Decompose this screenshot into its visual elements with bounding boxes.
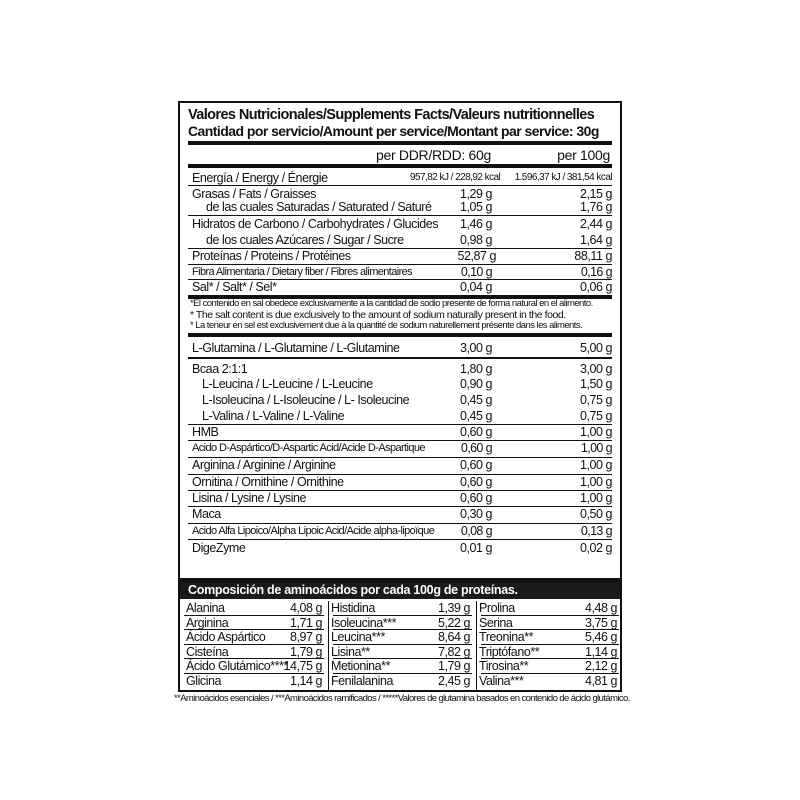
nutrient-rdd: 1,46 g <box>459 217 492 231</box>
supplement-row <box>188 441 612 455</box>
supplement-rdd: 0,30 g <box>459 507 492 521</box>
amino-name: Ácido Aspártico <box>186 630 266 644</box>
note-en: * The salt content is due exclusively to the amount of sodium naturally present in the food. <box>190 308 566 321</box>
supplement-rdd: 0,01 g <box>459 541 492 555</box>
amino-value: 4,81 g <box>584 673 617 688</box>
amino-row <box>180 645 326 660</box>
nutrient-per100: 88,11 g <box>574 249 612 263</box>
supplement-row <box>188 341 612 355</box>
amino-name: Ácido Glutámico**** <box>186 659 288 673</box>
supplement-label: Ornitina / Ornithine / Ornithine <box>192 475 344 489</box>
amino-name: Arginina <box>186 615 229 630</box>
amino-row <box>329 630 474 645</box>
supplement-per100: 5,00 g <box>579 341 612 355</box>
supplement-row <box>188 362 612 376</box>
supplement-label: Lisina / Lysine / Lysine <box>192 491 307 505</box>
supplement-rdd: 0,60 g <box>459 491 492 505</box>
supplement-label: Arginina / Arginine / Arginine <box>192 458 336 472</box>
amino-row <box>180 616 326 631</box>
supplement-rdd: 0,60 g <box>460 441 492 455</box>
note-fr: * La teneur en sel est exclusivement due à la quantité de sodium naturellement présente dans les aliments. <box>190 319 583 331</box>
amino-name: Triptófano** <box>479 644 540 659</box>
amino-value: 1,71 g <box>289 615 322 630</box>
supplement-rdd: 1,80 g <box>459 362 492 376</box>
supplement-rdd: 0,45 g <box>459 409 492 423</box>
nutrient-row <box>188 233 612 247</box>
amino-value: 8,64 g <box>437 630 470 644</box>
amino-row <box>180 601 326 616</box>
amino-footnote: **Aminoácidos esenciales / ***Aminoácidos ramificados / *****Valores de glutamina basados en contenido de ácido glutámico. <box>174 693 630 704</box>
amino-row <box>477 601 621 616</box>
amino-row <box>477 674 621 689</box>
nutrient-row <box>188 280 612 294</box>
amino-value: 3,75 g <box>584 615 617 630</box>
amino-column-2 <box>328 601 474 690</box>
supplement-row <box>188 524 612 538</box>
amino-row <box>477 645 621 660</box>
supplement-row <box>188 409 612 423</box>
amino-name: Tirosina** <box>479 659 529 673</box>
nutrient-per100: 0,16 g <box>580 265 612 279</box>
amino-row <box>329 601 474 616</box>
supplement-label: Acido Alfa Lipoico/Alpha Lipoic Acid/Acide alpha-lipoïque <box>192 525 435 537</box>
amino-name: Prolina <box>479 601 515 615</box>
nutrient-row <box>188 249 612 263</box>
supplement-row <box>188 458 612 472</box>
amino-name: Serina <box>479 615 513 630</box>
supplement-per100: 1,00 g <box>579 458 612 472</box>
supplement-label: Maca <box>192 507 221 521</box>
energy-per100: 1.596,37 kJ / 381,54 kcal <box>514 172 612 183</box>
supplement-per100: 0,50 g <box>579 507 612 521</box>
supplement-label: L-Isoleucina / L-Isoleucine / L- Isoleucine <box>202 393 410 407</box>
nutrient-rdd: 1,29 g <box>459 187 492 201</box>
amino-row <box>329 616 474 631</box>
amino-acid-panel <box>178 580 622 692</box>
supplement-rdd: 0,08 g <box>460 524 492 538</box>
amino-value: 1,14 g <box>289 673 322 688</box>
supplement-per100: 1,00 g <box>580 441 612 455</box>
nutrient-row <box>188 265 612 279</box>
amino-value: 1,39 g <box>437 601 470 615</box>
amino-acid-title: Composición de aminoácidos por cada 100g de proteínas. <box>180 582 620 599</box>
supplement-rdd: 0,45 g <box>459 393 492 407</box>
nutrient-row <box>188 217 612 231</box>
nutrient-per100: 2,15 g <box>579 187 612 201</box>
supplement-row <box>188 425 612 439</box>
supplement-rdd: 0,60 g <box>459 425 492 439</box>
nutrient-rdd: 52,87 g <box>457 249 496 263</box>
divider <box>188 357 612 359</box>
amino-name: Cisteína <box>186 644 229 659</box>
nutrition-facts-panel <box>178 101 622 580</box>
amino-row <box>477 659 621 674</box>
amino-name: Metionina** <box>331 659 390 673</box>
divider-thick <box>188 141 612 145</box>
supplement-rdd: 3,00 g <box>459 341 492 355</box>
amino-name: Treonina** <box>479 630 534 644</box>
panel-title: Valores Nutricionales/Supplements Facts/Valeurs nutritionnelles <box>188 107 595 123</box>
salt-notes <box>190 299 620 331</box>
energy-label: Energía / Energy / Énergie <box>192 171 328 185</box>
amino-value: 5,22 g <box>437 615 470 630</box>
nutrient-label: Fibra Alimentaria / Dietary fiber / Fibres alimentaires <box>192 266 413 278</box>
divider-thick <box>188 333 612 337</box>
column-header-per100: per 100g <box>557 147 610 163</box>
nutrient-label: de los cuales Azúcares / Sugar / Sucre <box>206 233 404 247</box>
nutrient-label: Grasas / Fats / Graisses <box>192 187 316 201</box>
supplement-per100: 1,00 g <box>579 475 612 489</box>
supplement-label: Acido D-Aspártico/D-Aspartic Acid/Acide D-Aspartique <box>192 442 425 454</box>
nutrient-per100: 1,76 g <box>579 200 612 214</box>
supplement-label: DigeZyme <box>192 541 246 555</box>
supplement-row <box>188 541 612 555</box>
supplement-rdd: 0,60 g <box>459 458 492 472</box>
amino-name: Glicina <box>186 673 222 688</box>
amino-value: 1,14 g <box>584 644 617 659</box>
supplement-label: L-Glutamina / L-Glutamine / L-Glutamine <box>192 341 400 355</box>
serving-size: Cantidad por servicio/Amount per service/Montant par service: 30g <box>188 123 599 139</box>
amino-value: 2,45 g <box>437 673 470 688</box>
supplement-label: L-Valina / L-Valine / L-Valine <box>202 409 345 423</box>
amino-row <box>329 674 474 689</box>
supplement-row <box>188 475 612 489</box>
divider <box>188 215 612 216</box>
amino-row <box>477 630 621 645</box>
amino-value: 1,79 g <box>289 644 322 659</box>
nutrient-rdd: 0,10 g <box>460 265 492 279</box>
amino-value: 5,46 g <box>584 630 617 644</box>
amino-column-1 <box>180 601 326 690</box>
supplement-per100: 1,00 g <box>579 491 612 505</box>
divider-thick <box>188 164 612 168</box>
nutrient-row <box>188 200 612 214</box>
supplement-label: L-Leucina / L-Leucine / L-Leucine <box>202 377 373 391</box>
supplement-per100: 0,13 g <box>580 524 612 538</box>
amino-row <box>477 616 621 631</box>
energy-rdd: 957,82 kJ / 228,92 kcal <box>410 172 501 183</box>
amino-name: Lisina** <box>331 644 370 659</box>
amino-value: 1,79 g <box>437 659 470 673</box>
amino-name: Isoleucina*** <box>331 615 397 630</box>
amino-value: 7,82 g <box>437 644 470 659</box>
supplement-per100: 0,75 g <box>579 409 612 423</box>
amino-value: 4,08 g <box>289 601 322 615</box>
supplement-row <box>188 393 612 407</box>
amino-column-3 <box>476 601 621 690</box>
nutrient-label: de las cuales Saturadas / Saturated / Saturé <box>206 200 432 214</box>
nutrient-rdd: 0,04 g <box>459 280 492 294</box>
amino-value: 14,75 g <box>283 659 322 673</box>
nutrient-label: Hidratos de Carbono / Carbohydrates / Glucides <box>192 217 439 231</box>
column-header-rdd: per DDR/RDD: 60g <box>376 147 492 163</box>
nutrient-row <box>188 187 612 201</box>
nutrient-rdd: 0,98 g <box>459 233 492 247</box>
supplement-label: Bcaa 2:1:1 <box>192 362 248 376</box>
supplement-rdd: 0,90 g <box>459 377 492 391</box>
supplement-per100: 1,00 g <box>579 425 612 439</box>
supplement-row <box>188 507 612 521</box>
amino-row <box>180 659 326 674</box>
amino-name: Valina*** <box>479 673 524 688</box>
supplement-per100: 1,50 g <box>579 377 612 391</box>
note-es: *El contenido en sal obedece exclusivamente a la cantidad de sodio presente de forma natural en el alimento. <box>190 298 593 309</box>
amino-name: Histidina <box>331 601 375 615</box>
amino-value: 4,48 g <box>584 601 617 615</box>
divider <box>188 185 612 186</box>
nutrient-rdd: 1,05 g <box>459 200 492 214</box>
amino-name: Alanina <box>186 601 225 615</box>
nutrient-per100: 1,64 g <box>579 233 612 247</box>
supplement-rdd: 0,60 g <box>459 475 492 489</box>
nutrient-label: Sal* / Salt* / Sel* <box>192 280 277 294</box>
supplement-per100: 0,02 g <box>579 541 612 555</box>
amino-row <box>180 630 326 645</box>
supplement-row <box>188 491 612 505</box>
amino-name: Fenilalanina <box>331 673 394 688</box>
amino-row <box>329 645 474 660</box>
supplement-per100: 0,75 g <box>579 393 612 407</box>
supplement-row <box>188 377 612 391</box>
supplement-per100: 3,00 g <box>579 362 612 376</box>
supplement-label: HMB <box>192 425 219 439</box>
energy-row <box>188 171 612 185</box>
amino-row <box>329 659 474 674</box>
divider <box>188 539 612 540</box>
amino-name: Leucina*** <box>331 630 385 644</box>
amino-row <box>180 674 326 689</box>
nutrient-per100: 0,06 g <box>579 280 612 294</box>
nutrient-per100: 2,44 g <box>579 217 612 231</box>
nutrient-label: Proteínas / Proteins / Protéines <box>192 249 351 263</box>
amino-value: 2,12 g <box>584 659 617 673</box>
amino-value: 8,97 g <box>289 630 322 644</box>
